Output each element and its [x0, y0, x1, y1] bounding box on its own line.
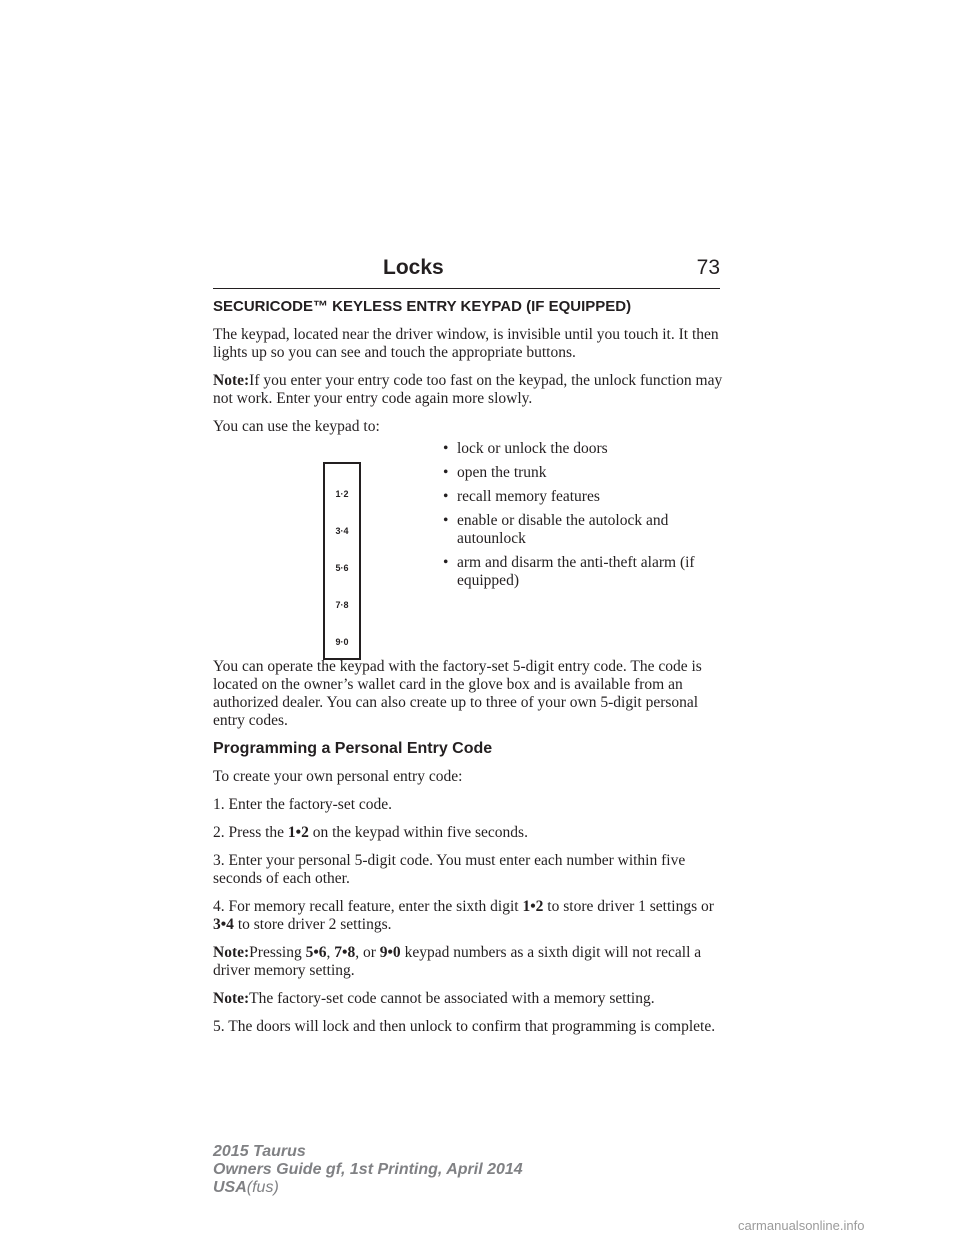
step-3: 3. Enter your personal 5-digit code. You must enter each number within five seconds of each other. — [213, 852, 686, 887]
section-heading: SECURICODE™ KEYLESS ENTRY KEYPAD (IF EQUIPPED) — [213, 298, 632, 315]
separator: , — [326, 944, 335, 961]
step-4-text: 4. For memory recall feature, enter the sixth digit — [213, 898, 523, 915]
header-rule — [213, 288, 720, 289]
separator: , or — [355, 944, 380, 961]
key-label: 3•4 — [213, 916, 234, 933]
keypad-key-3-4: 3·4 — [335, 526, 349, 536]
key-label: 1•2 — [522, 898, 544, 915]
keypad-illustration — [323, 462, 361, 660]
footer-model: 2015 Taurus — [213, 1143, 306, 1160]
intro-paragraph: The keypad, located near the driver window, is invisible until you touch it. It then lights up so you can see and touch the appropriate buttons. — [213, 326, 719, 361]
key-label: 1•2 — [287, 824, 309, 841]
key-label: 5•6 — [305, 944, 327, 961]
step-2-text-end: on the keypad within five seconds. — [308, 824, 528, 841]
page-number: 73 — [696, 256, 720, 279]
note-label: Note: — [213, 944, 250, 961]
note-text: If you enter your entry code too fast on the keypad, the unlock function may not work. Enter your entry code again more slowly. — [213, 372, 723, 407]
note-entry-speed — [213, 372, 723, 408]
keypad-figure-row — [213, 440, 723, 648]
step-2 — [213, 824, 723, 842]
step-5: 5. The doors will lock and then unlock to confirm that programming is complete. — [213, 1018, 716, 1035]
list-item: • enable or disable the autolock and autounlock — [438, 512, 723, 548]
footer-market-sub: (fus) — [246, 1179, 279, 1196]
keypad-key-9-0: 9·0 — [335, 637, 349, 647]
note-label: Note: — [213, 372, 250, 389]
note-label: Note: — [213, 990, 250, 1007]
keypad-uses-list — [438, 440, 723, 596]
programming-intro: To create your own personal entry code: — [213, 768, 463, 785]
note-sixth-digit — [213, 944, 723, 980]
use-intro: You can use the keypad to: — [213, 418, 380, 435]
note-text-end: keypad numbers as a sixth digit will not recall a driver memory setting. — [213, 944, 702, 979]
footer-edition: Owners Guide gf, 1st Printing, April 2014 — [213, 1161, 523, 1178]
step-1: 1. Enter the factory-set code. — [213, 796, 393, 813]
list-item: • open the trunk — [438, 464, 723, 482]
list-item: • arm and disarm the anti-theft alarm (if equipped) — [438, 554, 723, 590]
page-footer — [213, 1143, 523, 1197]
keypad-key-7-8: 7·8 — [335, 600, 349, 610]
list-item: • recall memory features — [438, 488, 723, 506]
keypad-key-1-2: 1·2 — [335, 489, 349, 499]
key-label: 9•0 — [379, 944, 401, 961]
list-item: • lock or unlock the doors — [438, 440, 723, 458]
watermark: carmanualsonline.info — [738, 1218, 865, 1233]
factory-code-paragraph: You can operate the keypad with the factory-set 5-digit entry code. The code is located on the owner’s wallet card in the glove box and is available from an authorized dealer. You can also create up to three of your own 5-digit personal entry codes. — [213, 658, 702, 729]
programming-heading: Programming a Personal Entry Code — [213, 740, 493, 757]
step-4-text-mid: to store driver 1 settings or — [543, 898, 714, 915]
page-header — [213, 256, 720, 286]
step-4 — [213, 898, 723, 934]
step-4-text-end: to store driver 2 settings. — [233, 916, 392, 933]
note-factory-code — [213, 990, 723, 1008]
page-content — [213, 298, 723, 1046]
step-2-text: 2. Press the — [213, 824, 288, 841]
keypad-key-5-6: 5·6 — [335, 563, 349, 573]
key-label: 7•8 — [334, 944, 356, 961]
footer-market — [213, 1179, 523, 1197]
note-text: The factory-set code cannot be associated with a memory setting. — [249, 990, 655, 1007]
footer-market-code: USA — [213, 1179, 247, 1196]
note-text: Pressing — [249, 944, 306, 961]
chapter-title: Locks — [383, 256, 444, 279]
